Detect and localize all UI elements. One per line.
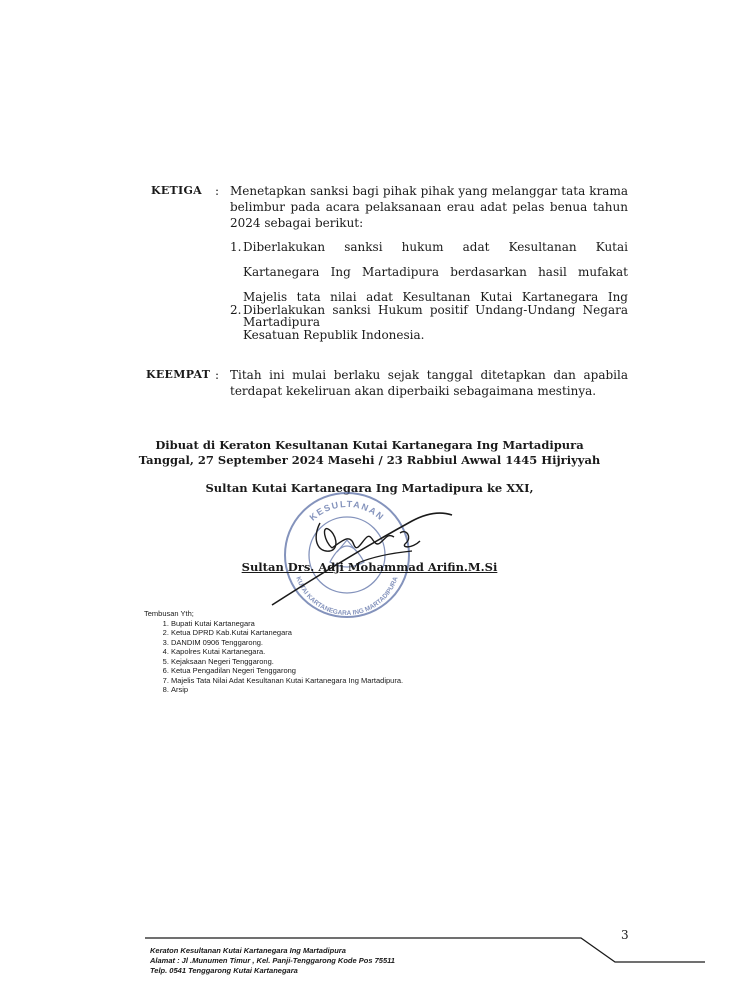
list-item-text: Diberlakukan sanksi Hukum positif Undang-Undang Negara Kesatuan Republik Indonesia.: [243, 303, 628, 342]
sultan-title: Sultan Kutai Kartanegara Ing Martadipura ke XXI,: [205, 481, 534, 495]
clause-colon: :: [215, 368, 220, 382]
clause-keempat: [146, 367, 631, 401]
sultan-name: Sultan Drs. Adji Mohammad Arifin.M.Si: [241, 560, 498, 574]
footer-line: Keraton Kesultanan Kutai Kartanegara Ing Martadipura: [150, 946, 346, 955]
list-item-number: 2.: [230, 303, 242, 317]
list-item: [230, 298, 628, 348]
cc-item: 8. Arsip: [171, 685, 403, 695]
page-number: 3: [621, 928, 629, 942]
seal-text-bottom: KUTAI KARTANEGARA ING MARTADIPURA: [294, 575, 400, 618]
cc-item: 5. Kejaksaan Negeri Tenggarong.: [171, 657, 403, 667]
list-item-text: Diberlakukan sanksi hukum adat Kesultanan Kutai Kartanegara Ing Martadipura berdasarkan hasil mufakat Majelis tata nilai adat Kesultanan Kutai Kartanegara Ing Martadipura: [243, 240, 628, 329]
cc-heading: Tembusan Yth;: [144, 609, 194, 618]
cc-item: 7. Majelis Tata Nilai Adat Kesultanan Kutai Kartanegara Ing Martadipura.: [171, 676, 403, 686]
date-line: Tanggal, 27 September 2024 Masehi / 23 Rabbiul Awwal 1445 Hijriyyah: [138, 453, 601, 467]
seal-text-top: KESULTANAN: [307, 498, 387, 523]
clause-text: Titah ini mulai berlaku sejak tanggal ditetapkan dan apabila terdapat kekeliruan akan diperbaiki sebagaimana mestinya.: [230, 368, 628, 398]
place-line: Dibuat di Keraton Kesultanan Kutai Kartanegara Ing Martadipura: [155, 438, 584, 452]
clause-ketiga: [151, 183, 631, 353]
handwritten-signature: [262, 493, 462, 613]
cc-item: 6. Ketua Pengadilan Negeri Tenggarong: [171, 666, 403, 676]
footer-line: Alamat : Jl .Munumen Timur , Kel. Panji-Tenggarong Kode Pos 75511: [150, 956, 395, 965]
footer-address: [150, 946, 395, 976]
footer-line: Telp. 0541 Tenggarong Kutai Kartanegara: [150, 966, 298, 975]
cc-item: 2. Ketua DPRD Kab.Kutai Kartanegara: [171, 628, 403, 638]
cc-item: 1. Bupati Kutai Kartanegara: [171, 619, 403, 629]
cc-list: [144, 609, 403, 695]
clause-text: Menetapkan sanksi bagi pihak pihak yang melanggar tata krama belimbur pada acara pelaksanaan erau adat pelas benua tahun 2024 sebagai berikut:: [230, 184, 628, 230]
clause-label: KEEMPAT: [146, 368, 211, 381]
clause-colon: :: [215, 184, 220, 198]
cc-item: 3. DANDIM 0906 Tenggarong.: [171, 638, 403, 648]
clause-label: KETIGA: [151, 184, 203, 197]
list-item-number: 1.: [230, 240, 242, 254]
cc-item: 4. Kapolres Kutai Kartanegara.: [171, 647, 403, 657]
